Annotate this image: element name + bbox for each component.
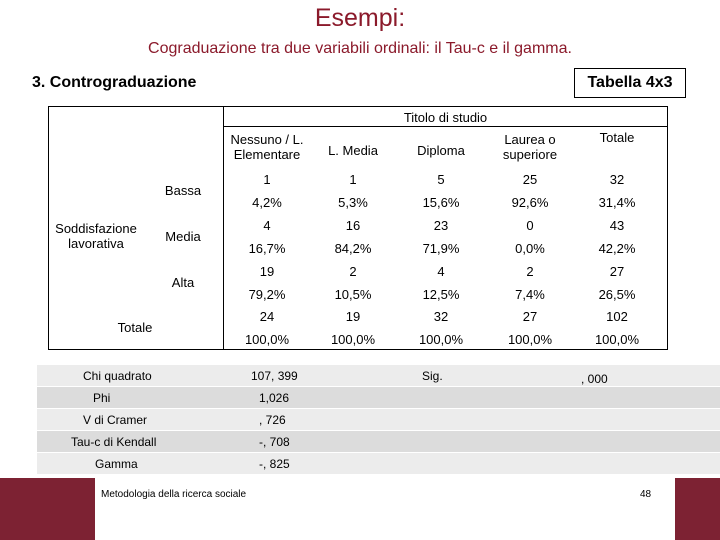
table-tag: Tabella 4x3 bbox=[574, 68, 686, 98]
stat-row bbox=[37, 431, 720, 452]
column-header: Totale bbox=[599, 130, 635, 145]
cell-percent: 100,0% bbox=[594, 332, 640, 347]
cell-count: 4 bbox=[437, 264, 445, 279]
section-heading: 3. Contrograduazione bbox=[32, 74, 197, 91]
stat-label: Tau-c di Kendall bbox=[71, 435, 157, 449]
cell-count: 16 bbox=[345, 218, 361, 233]
sig-label: Sig. bbox=[422, 369, 443, 383]
cell-percent: 10,5% bbox=[334, 287, 372, 302]
cell-count: 43 bbox=[609, 218, 625, 233]
cell-count: 4 bbox=[263, 218, 271, 233]
column-header: L. Media bbox=[328, 143, 378, 158]
cell-count: 25 bbox=[522, 172, 538, 187]
stat-label: V di Cramer bbox=[83, 413, 148, 427]
cell-percent: 100,0% bbox=[507, 332, 553, 347]
stat-value: -, 708 bbox=[259, 435, 290, 449]
cell-percent: 15,6% bbox=[422, 195, 460, 210]
row-label-alta: Alta bbox=[171, 275, 195, 290]
cell-count: 32 bbox=[433, 309, 449, 324]
cell-count: 0 bbox=[526, 218, 534, 233]
cell-count: 1 bbox=[263, 172, 271, 187]
cell-count: 102 bbox=[606, 309, 628, 324]
col-group-header: Titolo di studio bbox=[403, 110, 488, 125]
cell-percent: 31,4% bbox=[598, 195, 636, 210]
cell-percent: 5,3% bbox=[338, 195, 368, 210]
cell-percent: 4,2% bbox=[252, 195, 282, 210]
cell-count: 2 bbox=[526, 264, 534, 279]
cell-percent: 100,0% bbox=[244, 332, 290, 347]
cell-count: 27 bbox=[609, 264, 625, 279]
cell-count: 24 bbox=[259, 309, 275, 324]
sig-value: , 000 bbox=[581, 372, 608, 386]
cell-count: 5 bbox=[437, 172, 445, 187]
cell-count: 2 bbox=[349, 264, 357, 279]
row-label-media: Media bbox=[165, 229, 201, 244]
row-group-header: Soddisfazione lavorativa bbox=[55, 221, 137, 251]
stat-label: Gamma bbox=[95, 457, 138, 471]
statistics-box bbox=[37, 365, 720, 475]
page-number: 48 bbox=[640, 489, 652, 500]
slide-title: Esempi: bbox=[314, 4, 406, 32]
cell-percent: 7,4% bbox=[515, 287, 545, 302]
stat-row bbox=[37, 387, 720, 408]
cell-percent: 92,6% bbox=[511, 195, 549, 210]
cell-percent: 100,0% bbox=[330, 332, 376, 347]
cell-count: 19 bbox=[345, 309, 361, 324]
column-header: Laurea o superiore bbox=[502, 132, 558, 162]
cell-percent: 16,7% bbox=[248, 241, 286, 256]
cell-percent: 100,0% bbox=[418, 332, 464, 347]
cell-percent: 12,5% bbox=[422, 287, 460, 302]
row-label-totale: Totale bbox=[117, 320, 153, 335]
cell-percent: 26,5% bbox=[598, 287, 636, 302]
cell-percent: 71,9% bbox=[422, 241, 460, 256]
column-header: Diploma bbox=[417, 143, 465, 158]
stat-row bbox=[37, 409, 720, 430]
stat-value: 107, 399 bbox=[251, 369, 298, 383]
cell-count: 32 bbox=[609, 172, 625, 187]
row-label-bassa: Bassa bbox=[164, 183, 202, 198]
slide-subtitle: Cograduazione tra due variabili ordinali: il Tau-c e il gamma. bbox=[148, 40, 572, 57]
cell-percent: 84,2% bbox=[334, 241, 372, 256]
stat-label: Chi quadrato bbox=[83, 369, 152, 383]
cell-count: 19 bbox=[259, 264, 275, 279]
stat-label: Phi bbox=[93, 391, 111, 405]
cell-count: 23 bbox=[433, 218, 449, 233]
cell-percent: 79,2% bbox=[248, 287, 286, 302]
column-header: Nessuno / L. Elementare bbox=[230, 132, 304, 162]
footer-panel bbox=[95, 478, 675, 540]
stat-row bbox=[37, 453, 720, 474]
cell-count: 27 bbox=[522, 309, 538, 324]
cell-percent: 42,2% bbox=[598, 241, 636, 256]
cell-percent: 0,0% bbox=[515, 241, 545, 256]
stat-value: 1,026 bbox=[259, 391, 290, 405]
stat-value: , 726 bbox=[259, 413, 286, 427]
footer-text: Metodologia della ricerca sociale bbox=[101, 489, 247, 500]
stat-row bbox=[37, 365, 720, 386]
stat-value: -, 825 bbox=[259, 457, 290, 471]
cell-count: 1 bbox=[349, 172, 357, 187]
